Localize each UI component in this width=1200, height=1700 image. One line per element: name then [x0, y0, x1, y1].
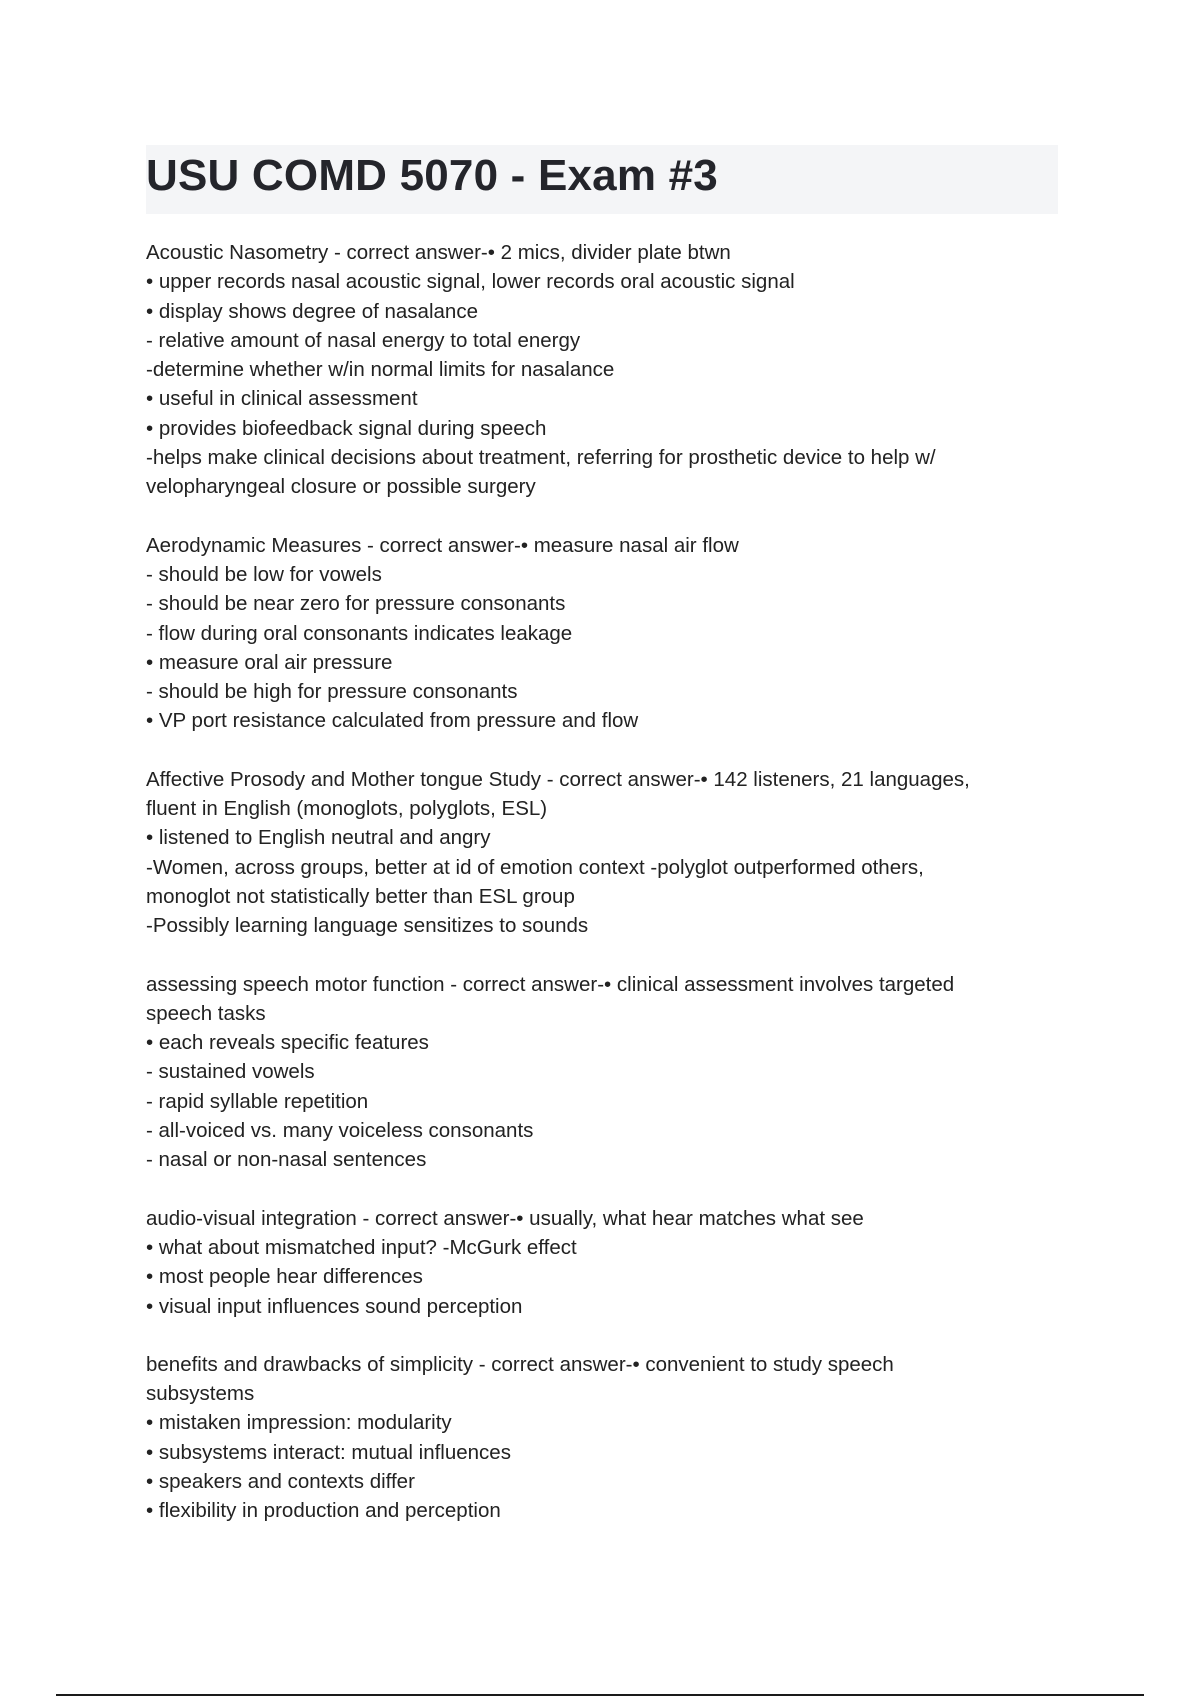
entry-line: - nasal or non-nasal sentences	[146, 1148, 427, 1172]
entry-line: - flow during oral consonants indicates leakage	[146, 621, 573, 645]
entry-line: - relative amount of nasal energy to total energy	[146, 328, 581, 352]
entry-line: • each reveals specific features	[146, 1031, 429, 1055]
entry-line: -Women, across groups, better at id of emotion context -polyglot outperformed others,	[146, 855, 924, 879]
entry-line: Acoustic Nasometry - correct answer-• 2 mics, divider plate btwn	[146, 241, 731, 264]
entry-line: benefits and drawbacks of simplicity - correct answer-• convenient to study speech	[146, 1352, 894, 1376]
entry-line: Affective Prosody and Mother tongue Study - correct answer-• 142 listeners, 21 languages,	[146, 767, 970, 791]
entry-line: velopharyngeal closure or possible surgery	[146, 475, 536, 499]
entry-line: • measure oral air pressure	[146, 650, 393, 674]
entry-line: • provides biofeedback signal during speech	[146, 416, 547, 440]
entry-line: • what about mismatched input? -McGurk effect	[146, 1235, 577, 1259]
entry-line: Aerodynamic Measures - correct answer-• measure nasal air flow	[146, 533, 739, 557]
entry-line: -Possibly learning language sensitizes to sounds	[146, 914, 589, 938]
entry-line: • useful in clinical assessment	[146, 387, 418, 411]
entry-line: - sustained vowels	[146, 1060, 315, 1084]
entry-line: -helps make clinical decisions about treatment, referring for prosthetic device to help w/	[146, 446, 936, 470]
page-title: USU COMD 5070 - Exam #3	[146, 151, 718, 200]
entry-line: speech tasks	[146, 1001, 266, 1025]
entry-line: • most people hear differences	[146, 1265, 423, 1289]
flashcard-entry	[146, 1350, 1066, 1526]
entry-line: • display shows degree of nasalance	[146, 299, 478, 323]
entry-line: assessing speech motor function - correct answer-• clinical assessment involves targeted	[146, 972, 955, 996]
entry-line: monoglot not statistically better than ESL group	[146, 884, 575, 908]
title-banner	[146, 145, 1058, 214]
entry-line: - should be high for pressure consonants	[146, 680, 518, 704]
entry-line: subsystems	[146, 1382, 255, 1406]
flashcard-entry	[146, 970, 1066, 1175]
entry-line: -determine whether w/in normal limits for nasalance	[146, 358, 615, 382]
entry-line: • visual input influences sound perception	[146, 1294, 523, 1318]
flashcard-entry	[146, 765, 1066, 941]
entry-line: - all-voiced vs. many voiceless consonants	[146, 1119, 534, 1143]
footer-divider	[56, 1694, 1144, 1696]
flashcard-list	[146, 238, 1066, 1555]
flashcard-entry	[146, 238, 1066, 502]
entry-line: • mistaken impression: modularity	[146, 1411, 452, 1435]
entry-line: • listened to English neutral and angry	[146, 826, 491, 850]
entry-line: • subsystems interact: mutual influences	[146, 1440, 511, 1464]
entry-line: - rapid syllable repetition	[146, 1089, 369, 1113]
entry-line: fluent in English (monoglots, polyglots, ESL)	[146, 797, 548, 821]
entry-line: • VP port resistance calculated from pressure and flow	[146, 709, 639, 733]
entry-line: • flexibility in production and perception	[146, 1499, 501, 1523]
entry-line: • speakers and contexts differ	[146, 1469, 415, 1493]
entry-line: - should be low for vowels	[146, 562, 382, 586]
flashcard-entry	[146, 1204, 1066, 1321]
entry-line: audio-visual integration - correct answer-• usually, what hear matches what see	[146, 1206, 864, 1230]
entry-line: - should be near zero for pressure consonants	[146, 592, 566, 616]
flashcard-entry	[146, 531, 1066, 736]
entry-line: • upper records nasal acoustic signal, lower records oral acoustic signal	[146, 270, 795, 294]
